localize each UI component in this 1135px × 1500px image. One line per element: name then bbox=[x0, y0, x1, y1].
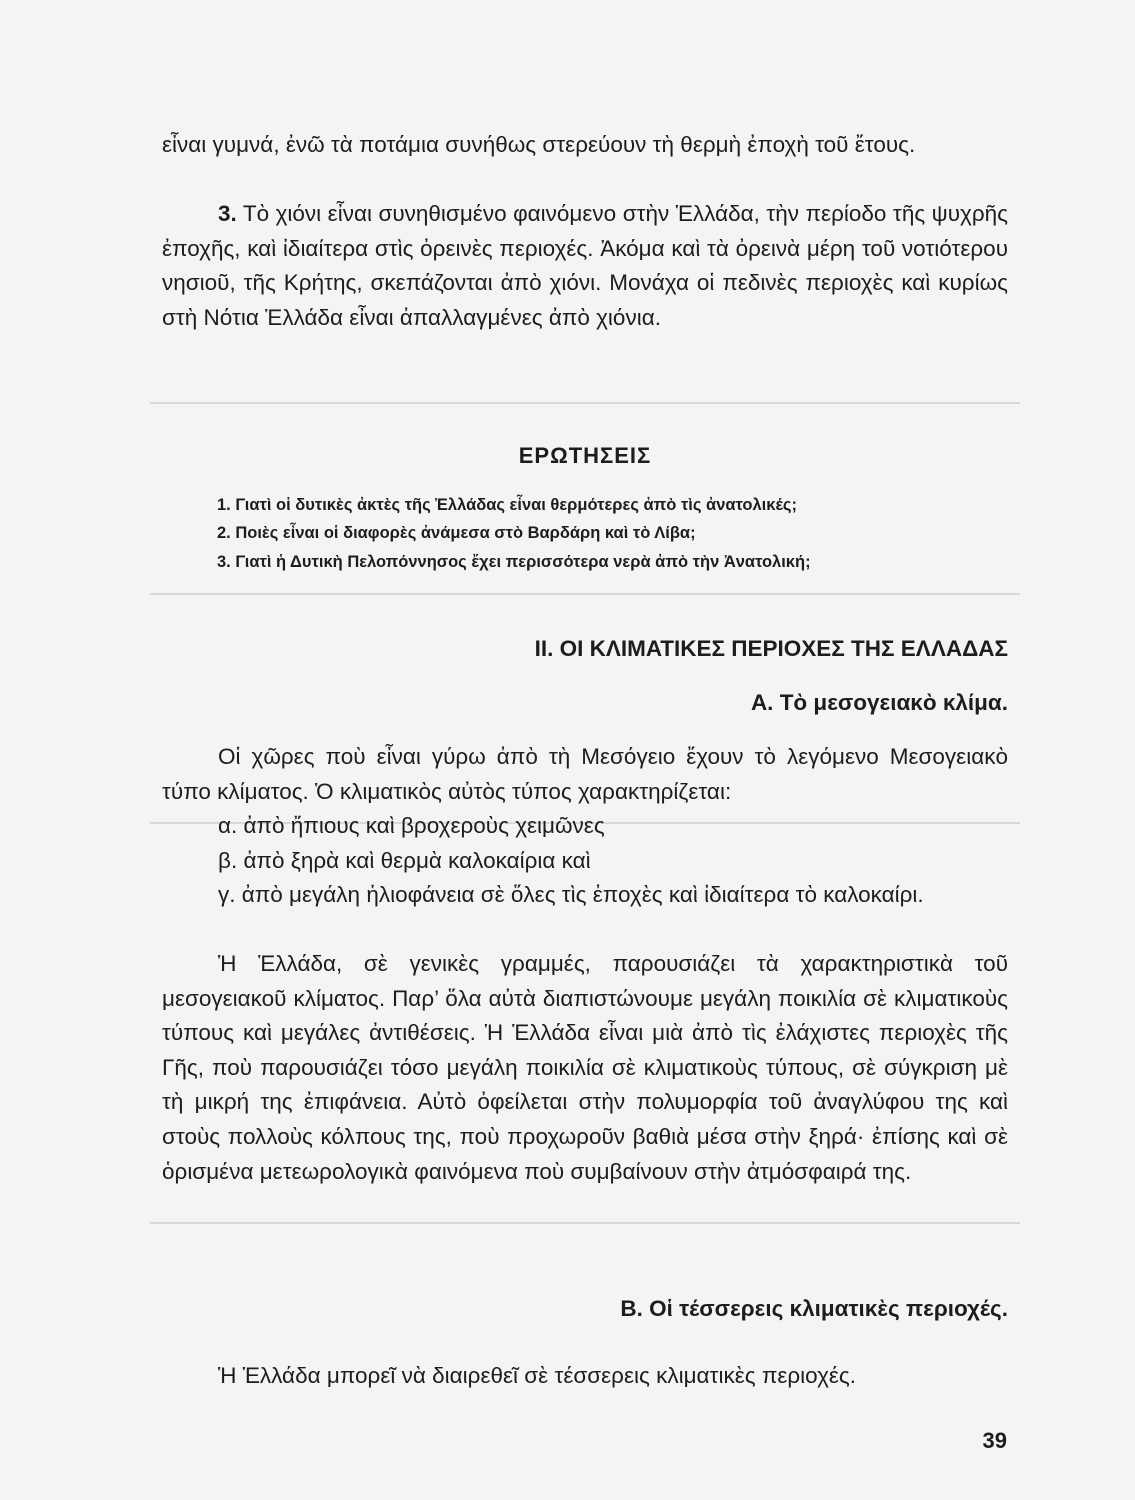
paragraph-2 bbox=[162, 197, 1008, 335]
question-item: 2. Ποιὲς εἶναι οἱ διαφορὲς ἀνάμεσα στὸ Βαρδάρη καὶ τὸ Λίβα; bbox=[217, 524, 696, 542]
closing-paragraph: Ἡ Ἑλλάδα μπορεῖ νὰ διαιρεθεῖ σὲ τέσσερεις κλιματικὲς περιοχές. bbox=[218, 1363, 857, 1388]
list-item: β. ἀπὸ ξηρὰ καὶ θερμὰ καλοκαίρια καὶ bbox=[218, 847, 591, 873]
paragraph-continuation bbox=[162, 128, 1008, 163]
list-item: α. ἀπὸ ἤπιους καὶ βροχεροὺς χειμῶνες bbox=[218, 813, 605, 838]
subsection-heading-a: Α. Τὸ μεσογειακὸ κλίμα. bbox=[750, 690, 1008, 715]
question-item: 3. Γιατὶ ἡ Δυτικὴ Πελοπόννησος ἔχει περισσότερα νερὰ ἀπὸ τὴν Ἀνατολική; bbox=[217, 553, 811, 571]
questions-heading: ΕΡΩΤΗΣΕΙΣ bbox=[518, 443, 652, 468]
body-paragraph: Ἡ Ἑλλάδα, σὲ γενικὲς γραμμές, παρουσιάζει τὰ χαρακτηριστικὰ τοῦ μεσογειακοῦ κλίματος. Παρ’ ὅλα αὐτὰ διαπιστώνουμε μεγάλη ποικιλία σὲ κλιματικοὺς τύπους καὶ μεγάλες ἀντιθέσεις. Ἡ Ἑλλάδα εἶναι μιὰ ἀπὸ τὶς ἐλάχιστες περιοχὲς τῆς Γῆς, ποὺ παρουσιάζει τόσο μεγάλη ποικιλία σὲ κλιματικοὺς τύπους, σὲ σύγκριση μὲ τὴ μικρή της ἐπιφάνεια. Αὐτὸ ὀφείλεται στὴν πολυμορφία τοῦ ἀναγλύφου της καὶ στοὺς πολλοὺς κόλπους της, ποὺ προχωροῦν βαθιὰ μέσα στὴν ξηρά· ἐπίσης καὶ σὲ ὁρισμένα μετεωρολογικὰ φαινόμενα ποὺ συμβαίνουν στὴν ἀτμόσφαιρά της. bbox=[162, 951, 1008, 1184]
page-number: 39 bbox=[982, 1428, 1007, 1453]
four-regions-paragraph bbox=[162, 1359, 1008, 1394]
intro-paragraph: Οἱ χῶρες ποὺ εἶναι γύρω ἀπὸ τὴ Μεσόγειο ἔχουν τὸ λεγόμενο Μεσογειακὸ τύπο κλίματος. Ὁ κλιματικὸς αὐτὸς τύπος χαρακτηρίζεται: bbox=[162, 744, 1008, 804]
climate-characteristics-list bbox=[162, 809, 1008, 913]
snow-paragraph bbox=[162, 197, 1008, 335]
paragraph-number: 3. bbox=[218, 201, 237, 226]
question-item: 1. Γιατὶ οἱ δυτικὲς ἀκτὲς τῆς Ἑλλάδας εἶναι θερμότερες ἀπὸ τὶς ἀνατολικές; bbox=[217, 496, 797, 514]
paragraph-1: εἶναι γυμνά, ἐνῶ τὰ ποτάμια συνήθως στερεύουν τὴ θερμὴ ἐποχὴ τοῦ ἔτους. bbox=[162, 132, 916, 157]
bleed-through-mark bbox=[150, 593, 1020, 595]
section-heading: ΙΙ. ΟΙ ΚΛΙΜΑΤΙΚΕΣ ΠΕΡΙΟΧΕΣ ΤΗΣ ΕΛΛΑΔΑΣ bbox=[534, 636, 1008, 661]
bleed-through-mark bbox=[150, 1222, 1020, 1224]
paragraph-2-text: Τὸ χιόνι εἶναι συνηθισμένο φαινόμενο στὴν Ἑλλάδα, τὴν περίοδο τῆς ψυχρῆς ἐποχῆς, καὶ ἰδιαίτερα στὶς ὀρεινὲς περιοχές. Ἀκόμα καὶ τὰ ὀρεινὰ μέρη τοῦ νοτιότερου νησιοῦ, τῆς Κρήτης, σκεπάζονται ἀπὸ χιόνι. Μονάχα οἱ πεδινὲς περιοχὲς καὶ κυρίως στὴ Νότια Ἑλλάδα εἶναι ἀπαλλαγμένες ἀπὸ χιόνια. bbox=[162, 201, 1008, 330]
greece-climate-body bbox=[162, 947, 1008, 1189]
bleed-through-mark bbox=[150, 402, 1020, 404]
mediterranean-intro bbox=[162, 740, 1008, 809]
subsection-heading-b: Β. Οἱ τέσσερεις κλιματικὲς περιοχές. bbox=[620, 1296, 1008, 1321]
list-item: γ. ἀπὸ μεγάλη ἡλιοφάνεια σὲ ὅλες τὶς ἐποχὲς καὶ ἰδιαίτερα τὸ καλοκαίρι. bbox=[218, 882, 924, 908]
list-item-wrap bbox=[162, 878, 1008, 913]
